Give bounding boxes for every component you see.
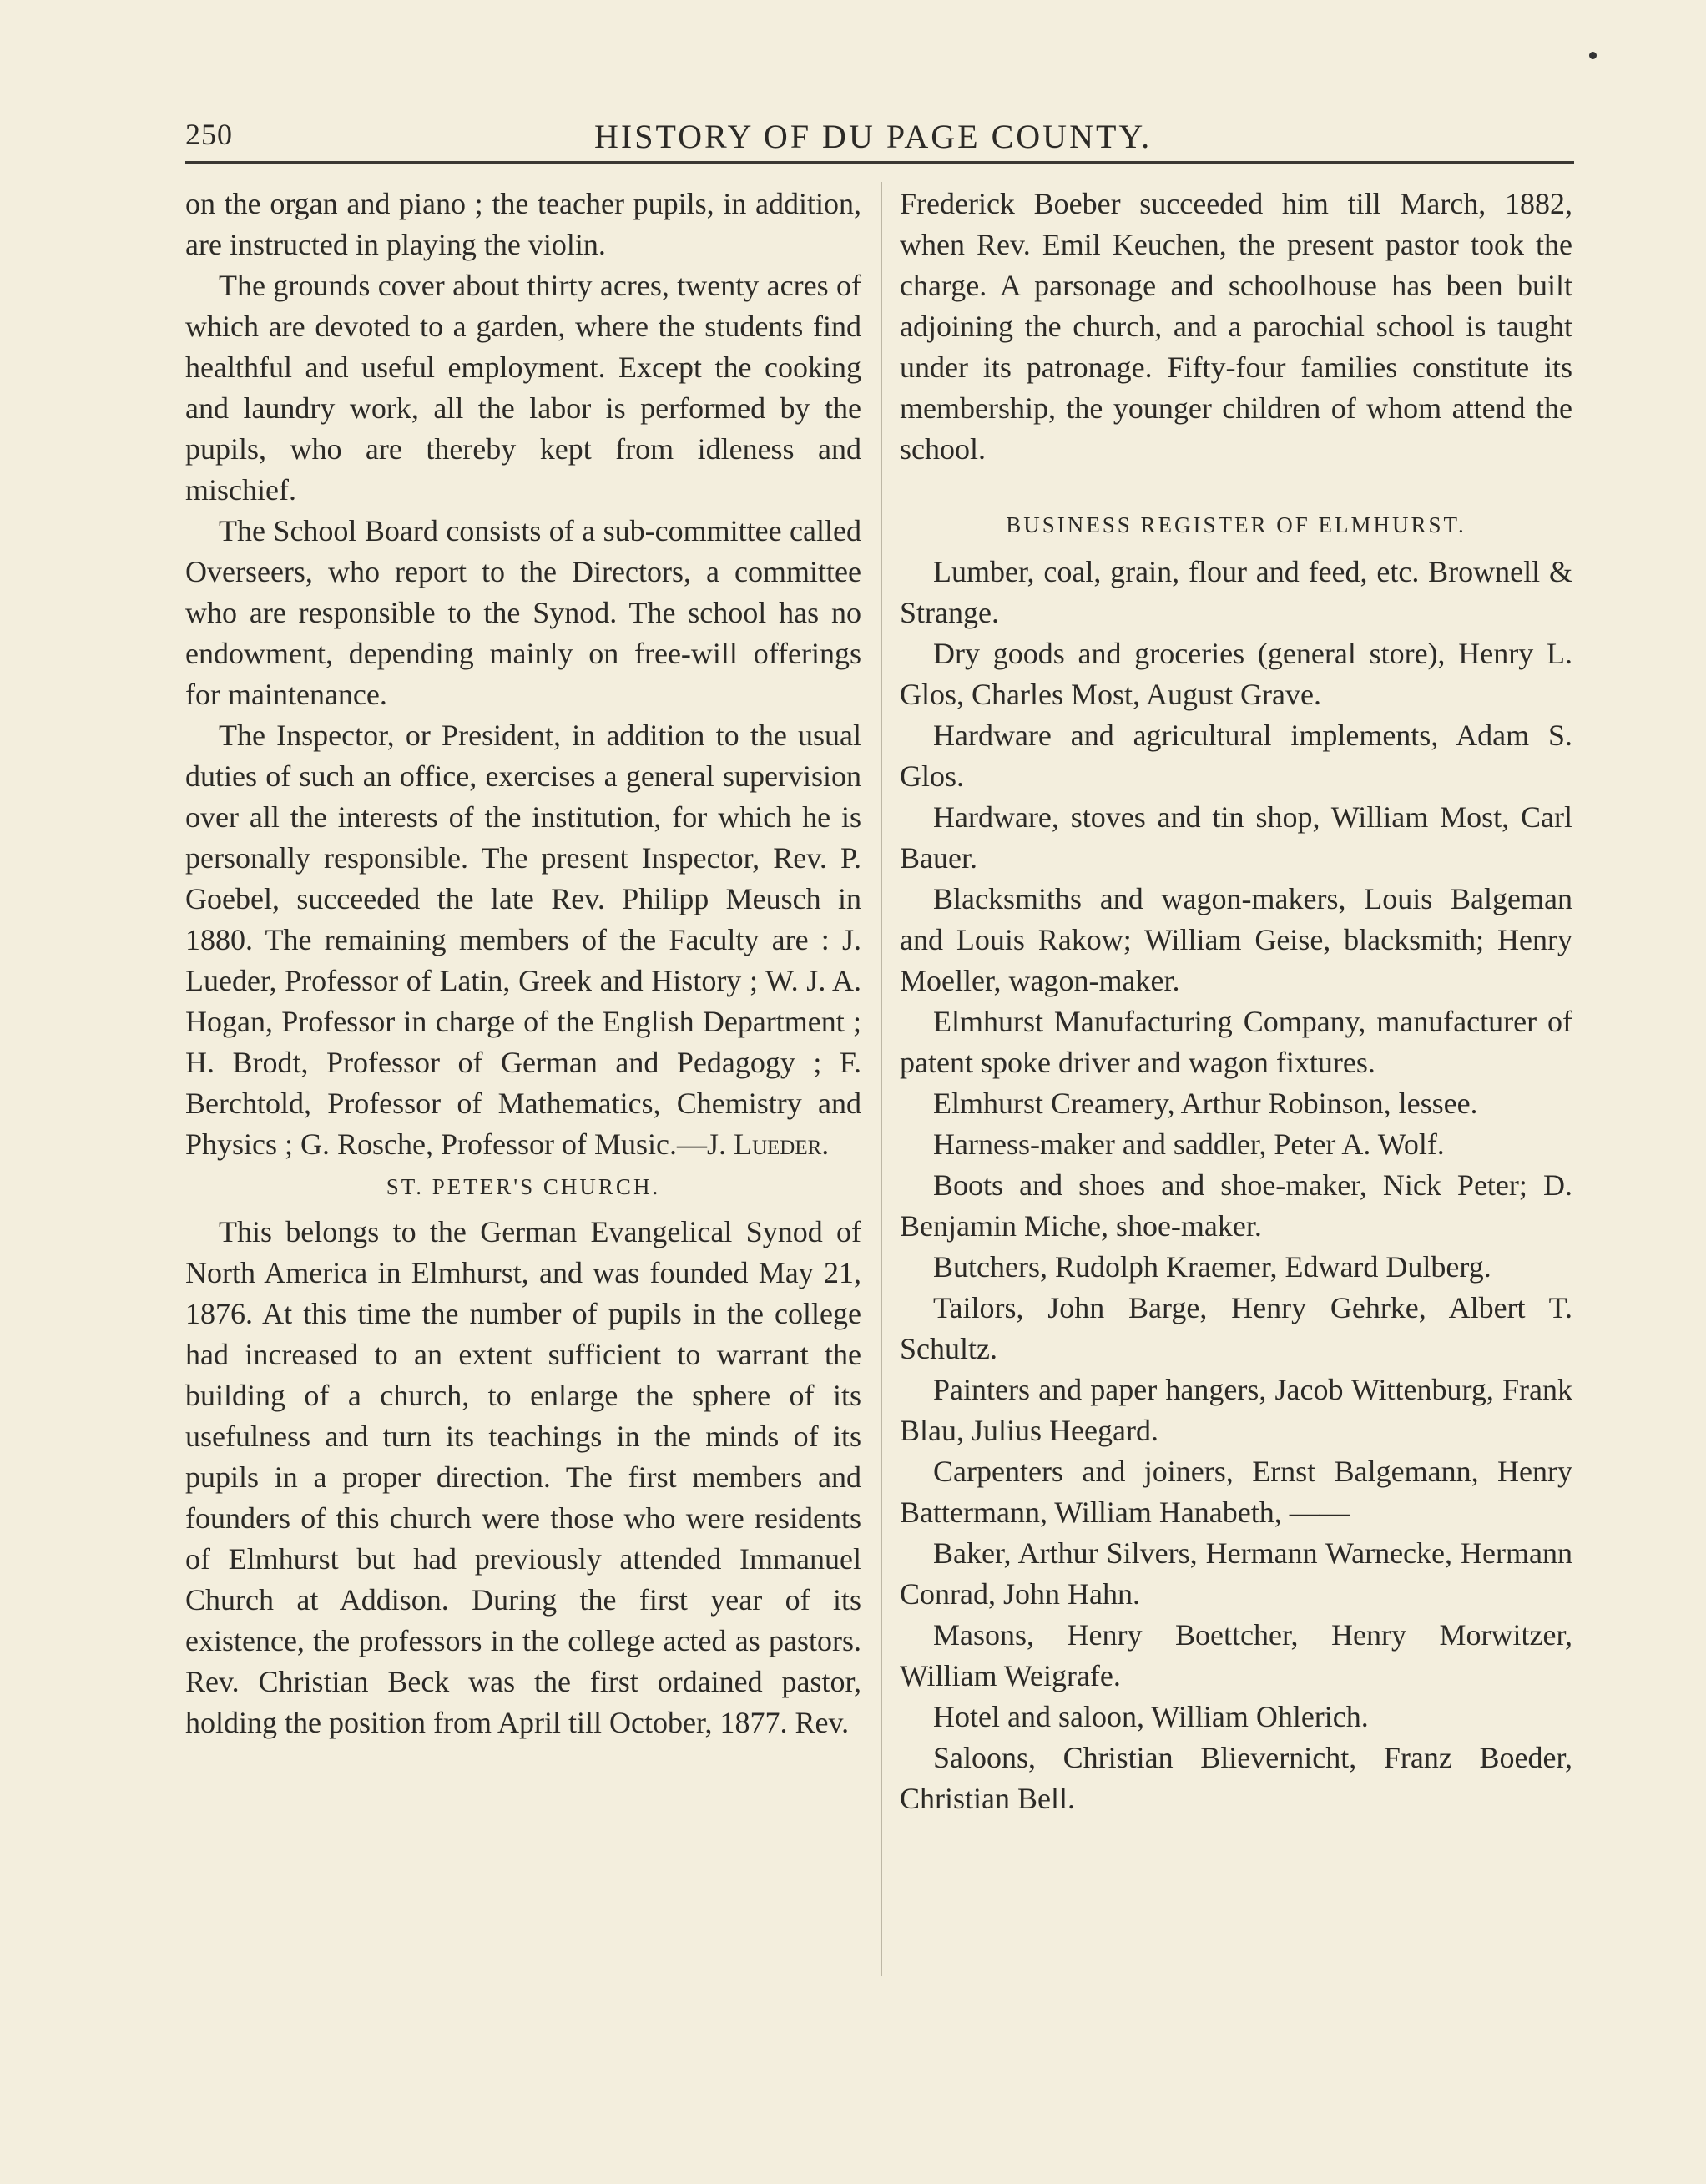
register-entry: Elmhurst Manufacturing Company, manufacturer of patent spoke driver and wagon fixtures. bbox=[900, 1005, 1572, 1079]
right-column bbox=[900, 184, 1572, 1819]
inspector-paragraph bbox=[185, 715, 861, 1165]
register-entry: Dry goods and groceries (general store), Henry L. Glos, Charles Most, August Grave. bbox=[900, 637, 1572, 711]
paragraph: on the organ and piano ; the teacher pupils, in addition, are instructed in playing the violin. bbox=[185, 187, 861, 261]
register-entry: Hardware, stoves and tin shop, William Most, Carl Bauer. bbox=[900, 800, 1572, 875]
register-entry: Blacksmiths and wagon-makers, Louis Balgeman and Louis Rakow; William Geise, blacksmith; Henry Moeller, wagon-maker. bbox=[900, 882, 1572, 997]
column-divider bbox=[881, 182, 882, 1976]
inspector-text: The Inspector, or President, in addition to the usual duties of such an office, exercises a general supervision over all the interests of the institution, for which he is personally responsible. The present Inspector, Rev. P. Goebel, succeeded the late Rev. Philipp Meusch in 1880. The remaining members of the Faculty are : J. Lueder, Professor of Latin, Greek and History ; W. J. A. Hogan, Professor in charge of the English Department ; H. Brodt, Professor of German and Pedagogy ; F. Berchtold, Professor of Mathematics, Chemistry and Physics ; G. Rosche, Professor of Music.— bbox=[185, 719, 861, 1161]
church-paragraph: This belongs to the German Evangelical Synod of North America in Elmhurst, and was founded May 21, 1876. At this time the number of pupils in the college had increased to an extent sufficient to warrant the building of a church, to enlarge the sphere of its usefulness and turn its teachings in the minds of its pupils in a proper direction. The first members and founders of this church were those who were residents of Elmhurst but had previously attended Immanuel Church at Addison. During the first year of its existence, the professors in the college acted as pastors. Rev. Christian Beck was the first ordained pastor, holding the position from April till October, 1877. Rev. bbox=[185, 1215, 861, 1739]
section-heading: ST. PETER'S CHURCH. bbox=[386, 1174, 661, 1199]
register-entry: Hardware and agricultural implements, Adam S. Glos. bbox=[900, 719, 1572, 793]
paragraph: The School Board consists of a sub-committee called Overseers, who report to the Directors, a committee who are responsible to the Synod. The school has no endowment, depending mainly on free-will offerings for maintenance. bbox=[185, 514, 861, 711]
register-entry: Lumber, coal, grain, flour and feed, etc. Brownell & Strange. bbox=[900, 555, 1572, 629]
register-entry: Boots and shoes and shoe-maker, Nick Peter; D. Benjamin Miche, shoe-maker. bbox=[900, 1168, 1572, 1243]
page-number: 250 bbox=[185, 118, 233, 151]
author-signature: J. Lueder. bbox=[706, 1127, 830, 1161]
register-entry: Hotel and saloon, William Ohlerich. bbox=[933, 1700, 1369, 1733]
left-column bbox=[185, 184, 861, 1743]
register-entry: Saloons, Christian Blievernicht, Franz Boeder, Christian Bell. bbox=[900, 1741, 1572, 1815]
header-rule bbox=[185, 161, 1574, 164]
continuation-paragraph: Frederick Boeber succeeded him till March, 1882, when Rev. Emil Keuchen, the present pastor took the charge. A parsonage and schoolhouse has been built adjoining the church, and a parochial school is taught under its patronage. Fifty-four families constitute its membership, the younger children of whom attend the school. bbox=[900, 187, 1572, 466]
register-entry: Carpenters and joiners, Ernst Balgemann, Henry Battermann, William Hanabeth, —— bbox=[900, 1455, 1572, 1529]
register-entry: Tailors, John Barge, Henry Gehrke, Albert T. Schultz. bbox=[900, 1291, 1572, 1365]
register-entry: Butchers, Rudolph Kraemer, Edward Dulberg. bbox=[933, 1250, 1491, 1284]
running-title: HISTORY OF DU PAGE COUNTY. bbox=[594, 118, 1153, 155]
section-heading: BUSINESS REGISTER OF ELMHURST. bbox=[1006, 512, 1466, 537]
register-entry: Masons, Henry Boettcher, Henry Morwitzer, William Weigrafe. bbox=[900, 1618, 1572, 1692]
ink-speck bbox=[1589, 52, 1597, 59]
paragraph: The grounds cover about thirty acres, twenty acres of which are devoted to a garden, where the students find healthful and useful employment. Except the cooking and laundry work, all the labor is performed by the pupils, who are thereby kept from idleness and mischief. bbox=[185, 269, 861, 507]
register-entry: Painters and paper hangers, Jacob Wittenburg, Frank Blau, Julius Heegard. bbox=[900, 1373, 1572, 1447]
register-entry: Baker, Arthur Silvers, Hermann Warnecke, Hermann Conrad, John Hahn. bbox=[900, 1536, 1572, 1611]
business-register bbox=[900, 552, 1572, 1819]
register-entry: Elmhurst Creamery, Arthur Robinson, lessee. bbox=[933, 1087, 1478, 1120]
register-entry: Harness-maker and saddler, Peter A. Wolf. bbox=[933, 1127, 1445, 1161]
